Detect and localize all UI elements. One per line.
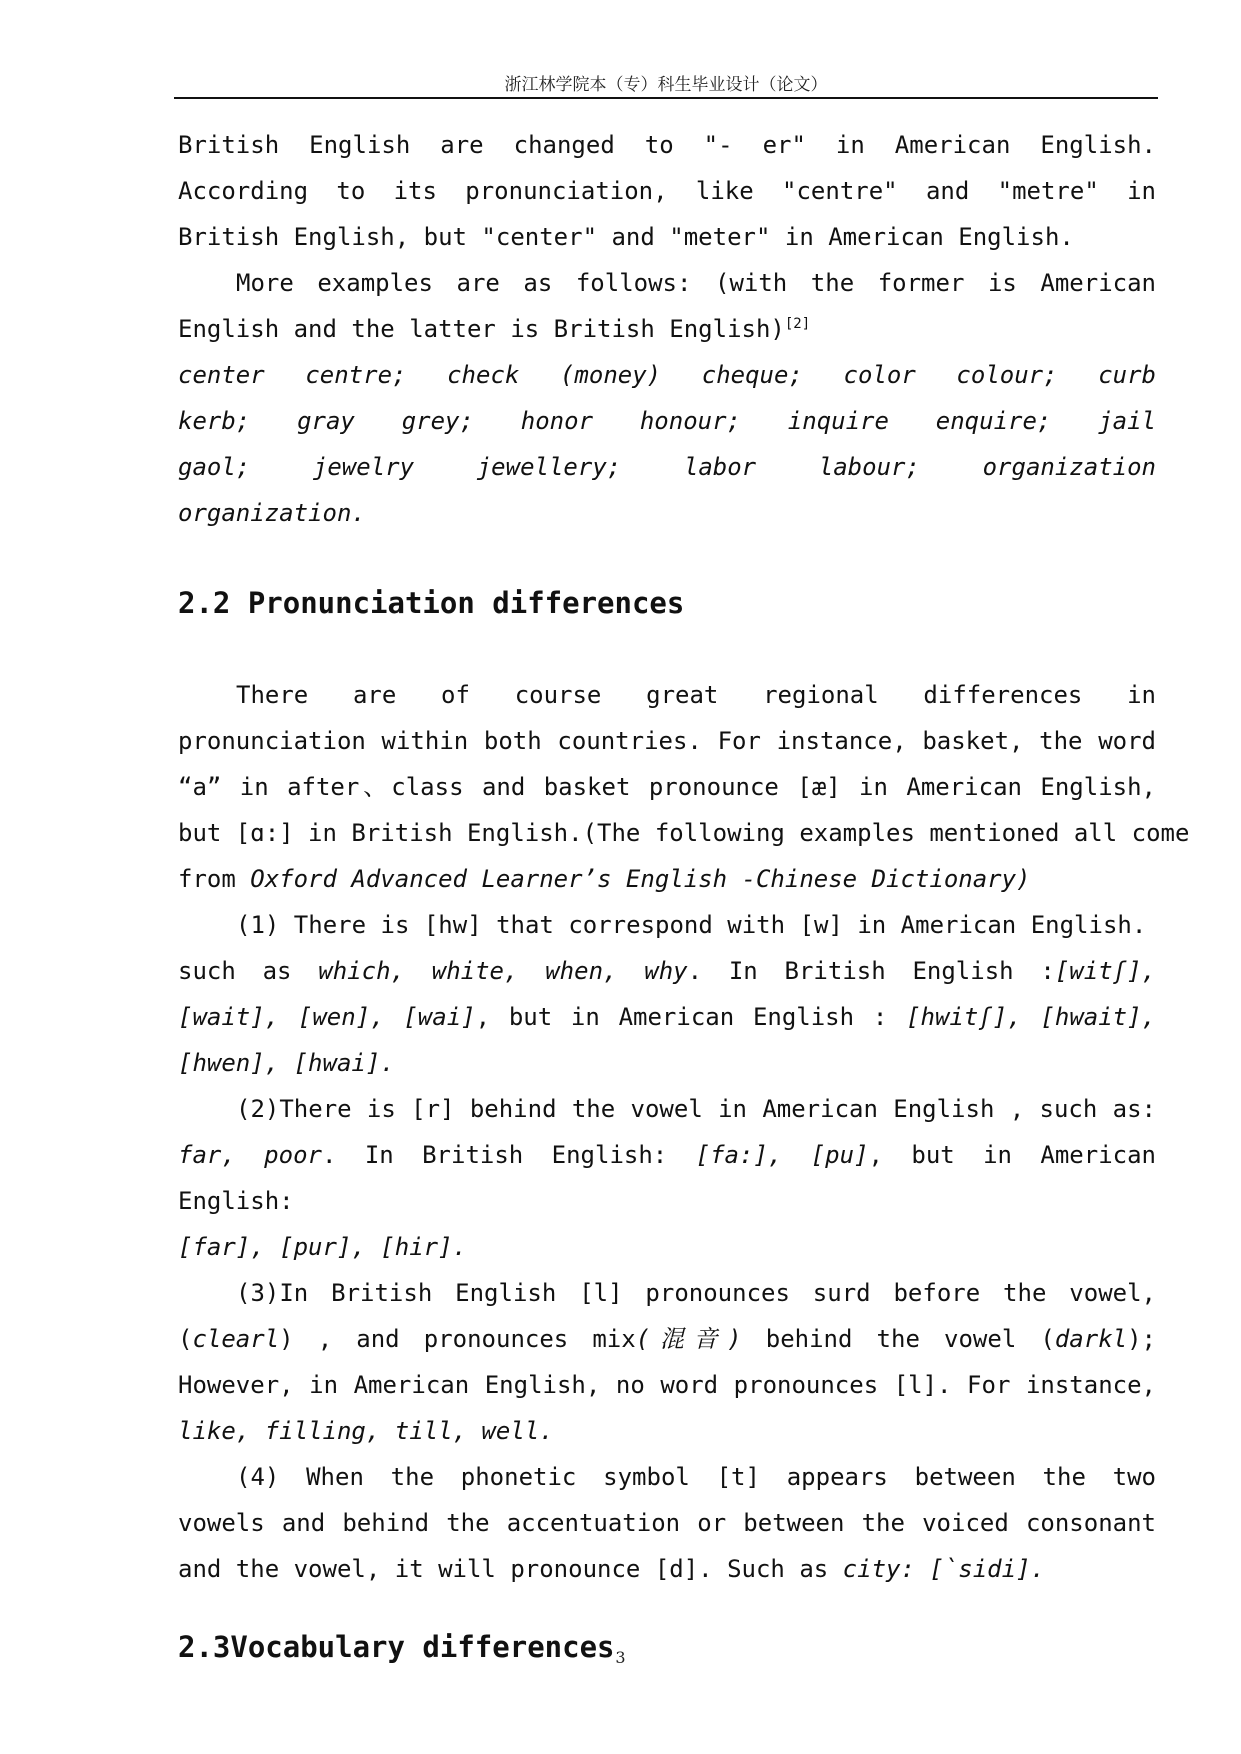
- document-body: [178, 122, 1190, 1670]
- item-1-line: [hwen], [hwai].: [178, 1049, 395, 1077]
- examples-intro-line: English and the latter is British English)[2]: [178, 315, 811, 343]
- example-line: gaol; jewelry jewellery; labor labour; organization: [178, 453, 1156, 481]
- examples-intro-line: More examples are as follows: (with the former is American: [236, 269, 1156, 297]
- example-line: center centre; check (money) cheque; color colour; curb: [178, 361, 1156, 389]
- paragraph-line: but [ɑ:] in British English.(The following examples mentioned all come: [178, 819, 1190, 847]
- intro-line: According to its pronunciation, like "centre" and "metre" in: [178, 177, 1156, 205]
- item-1-line: [wait], [wen], [wai], but in American English : [hwitʃ], [hwait],: [178, 1003, 1157, 1031]
- paragraph-line: pronunciation within both countries. For instance, basket, the word: [178, 727, 1156, 755]
- item-1-line: (1) There is [hw] that correspond with [w] in American English.: [236, 911, 1147, 939]
- citation-ref: [2]: [784, 316, 811, 332]
- item-2-line: (2)There is [r] behind the vowel in American English , such as:: [236, 1095, 1156, 1123]
- item-4-line: (4) When the phonetic symbol [t] appears between the two: [236, 1463, 1156, 1491]
- intro-line: British English, but "center" and "meter" in American English.: [178, 223, 1074, 251]
- item-2-line: far, poor. In British English: [fa:], [pu], but in American English:: [178, 1141, 1156, 1215]
- running-header: 浙江林学院本（专）科生毕业设计（论文）: [504, 75, 828, 95]
- item-3-line: like, filling, till, well.: [178, 1417, 554, 1445]
- item-1-line: such as which, white, when, why. In British English :[witʃ],: [178, 957, 1156, 985]
- item-3-line: However, in American English, no word pronounces [l]. For instance,: [178, 1371, 1156, 1399]
- item-3-line: (clearl) , and pronounces mix(混音) behind the vowel (darkl);: [178, 1325, 1156, 1353]
- paragraph-line: from Oxford Advanced Learner’s English -Chinese Dictionary): [178, 865, 1031, 893]
- example-line: organization.: [178, 499, 366, 527]
- section-heading-pronunciation: 2.2 Pronunciation differences: [178, 586, 685, 620]
- item-4-line: and the vowel, it will pronounce [d]. Such as city: [`sidi].: [178, 1555, 1045, 1583]
- section-heading-vocabulary: 2.3Vocabulary differences: [178, 1630, 615, 1664]
- intro-line: British English are changed to "- er" in American English.: [178, 131, 1156, 159]
- dictionary-title: Oxford Advanced Learner’s English -Chinese Dictionary): [250, 865, 1031, 893]
- header-rule: [174, 97, 1158, 99]
- paragraph-line: There are of course great regional differences in: [236, 681, 1156, 709]
- item-2-line: [far], [pur], [hir].: [178, 1233, 467, 1261]
- example-line: kerb; gray grey; honor honour; inquire enquire; jail: [178, 407, 1156, 435]
- item-3-line: (3)In British English [l] pronounces surd before the vowel,: [236, 1279, 1156, 1307]
- item-4-line: vowels and behind the accentuation or between the voiced consonant: [178, 1509, 1156, 1537]
- paragraph-line: “a” in after、class and basket pronounce [æ] in American English,: [178, 773, 1156, 801]
- page-number: 3: [615, 1648, 626, 1667]
